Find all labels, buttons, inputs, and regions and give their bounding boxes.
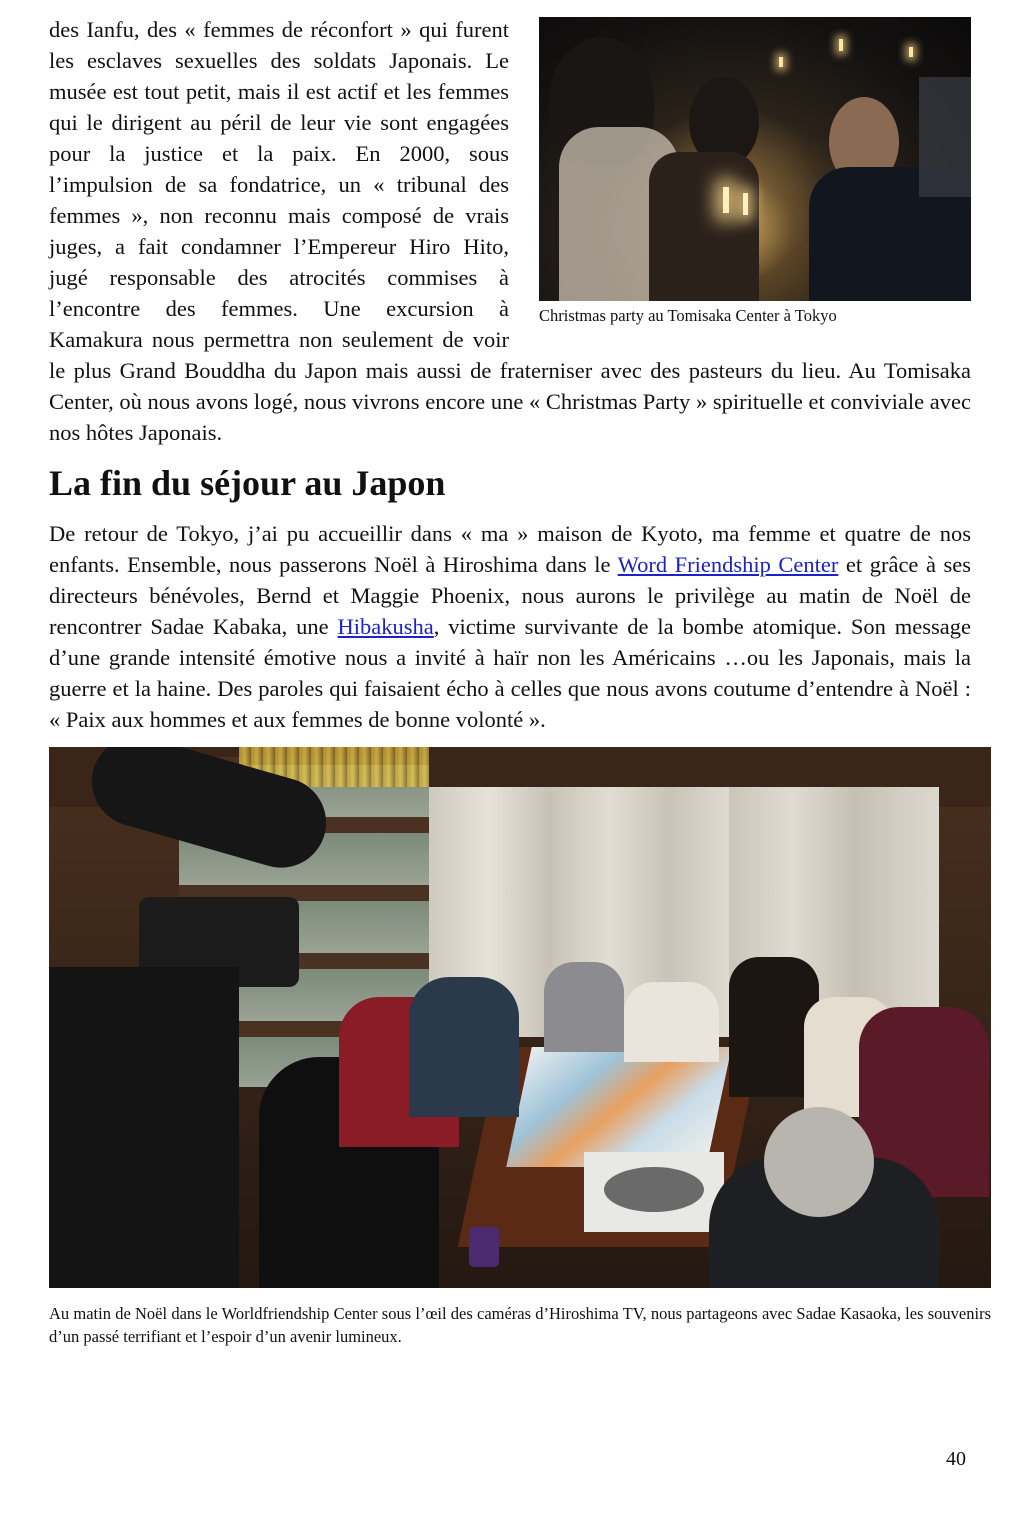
christmas-party-photo (539, 17, 971, 301)
document-page (49, 14, 991, 1348)
section-heading: La fin du séjour au Japon (49, 463, 446, 503)
photo2-caption: Au matin de Noël dans le Worldfriendship Center sous l’œil des caméras d’Hiroshima TV, nous partageons avec Sadae Kasaoka, les souvenirs d’un passé terrifiant et l’espoir d’un avenir lumineux. (49, 1304, 991, 1346)
word-friendship-center-link[interactable]: Word Friendship Center (617, 552, 839, 577)
hiroshima-meeting-photo (49, 747, 991, 1288)
paragraph-2 (49, 518, 971, 735)
photo1-figure (539, 17, 971, 327)
paragraph-2-text-a: De retour de Tokyo, j’ai pu accueillir dans « ma » maison de Kyoto, ma femme et quatre de nos enfants. Ensemble, nous passerons Noël à Hiroshima dans le (49, 521, 971, 577)
paragraph-2-text-c: , victime survivante de la bombe atomique. Son message d’une grande intensité émotive nous a invité à haïr non les Américains …ou les Japonais, mais la guerre et la haine. Des paroles qui faisaient écho à celles que nous avons coutume d’entendre à Noël : « Paix aux hommes et aux femmes de bonne volonté ». (49, 614, 971, 732)
photo1-caption: Christmas party au Tomisaka Center à Tokyo (539, 306, 837, 325)
paragraph-2-text-b: et grâce à ses directeurs bénévoles, Bernd et Maggie Phoenix, nous aurons le privilège au matin de Noël de rencontrer Sadae Kabaka, une (49, 552, 971, 639)
hibakusha-link[interactable]: Hibakusha (337, 614, 434, 639)
paragraph-1: des Ianfu, des « femmes de réconfort » qui furent les esclaves sexuelles des soldats Japonais. Le musée est tout petit, mais il est actif et les femmes qui le dirigent au péril de leur vie sont engagées pour la justice et la paix. En 2000, sous l’impulsion de sa fondatrice, un « tribunal des femmes », non reconnu mais composé de vrais juges, a fait condamner l’Empereur Hiro Hito, jugé responsable des atrocités commises à l’encontre des femmes. Une excursion à Kamakura nous permettra non seulement de voir le plus Grand Bouddha du Japon mais aussi de fraterniser avec des pasteurs du lieu. Au Tomisaka Center, où nous avons logé, nous vivrons encore une « Christmas Party » spirituelle et conviviale avec nos hôtes Japonais. (49, 17, 971, 445)
page-number: 40 (946, 1448, 966, 1470)
